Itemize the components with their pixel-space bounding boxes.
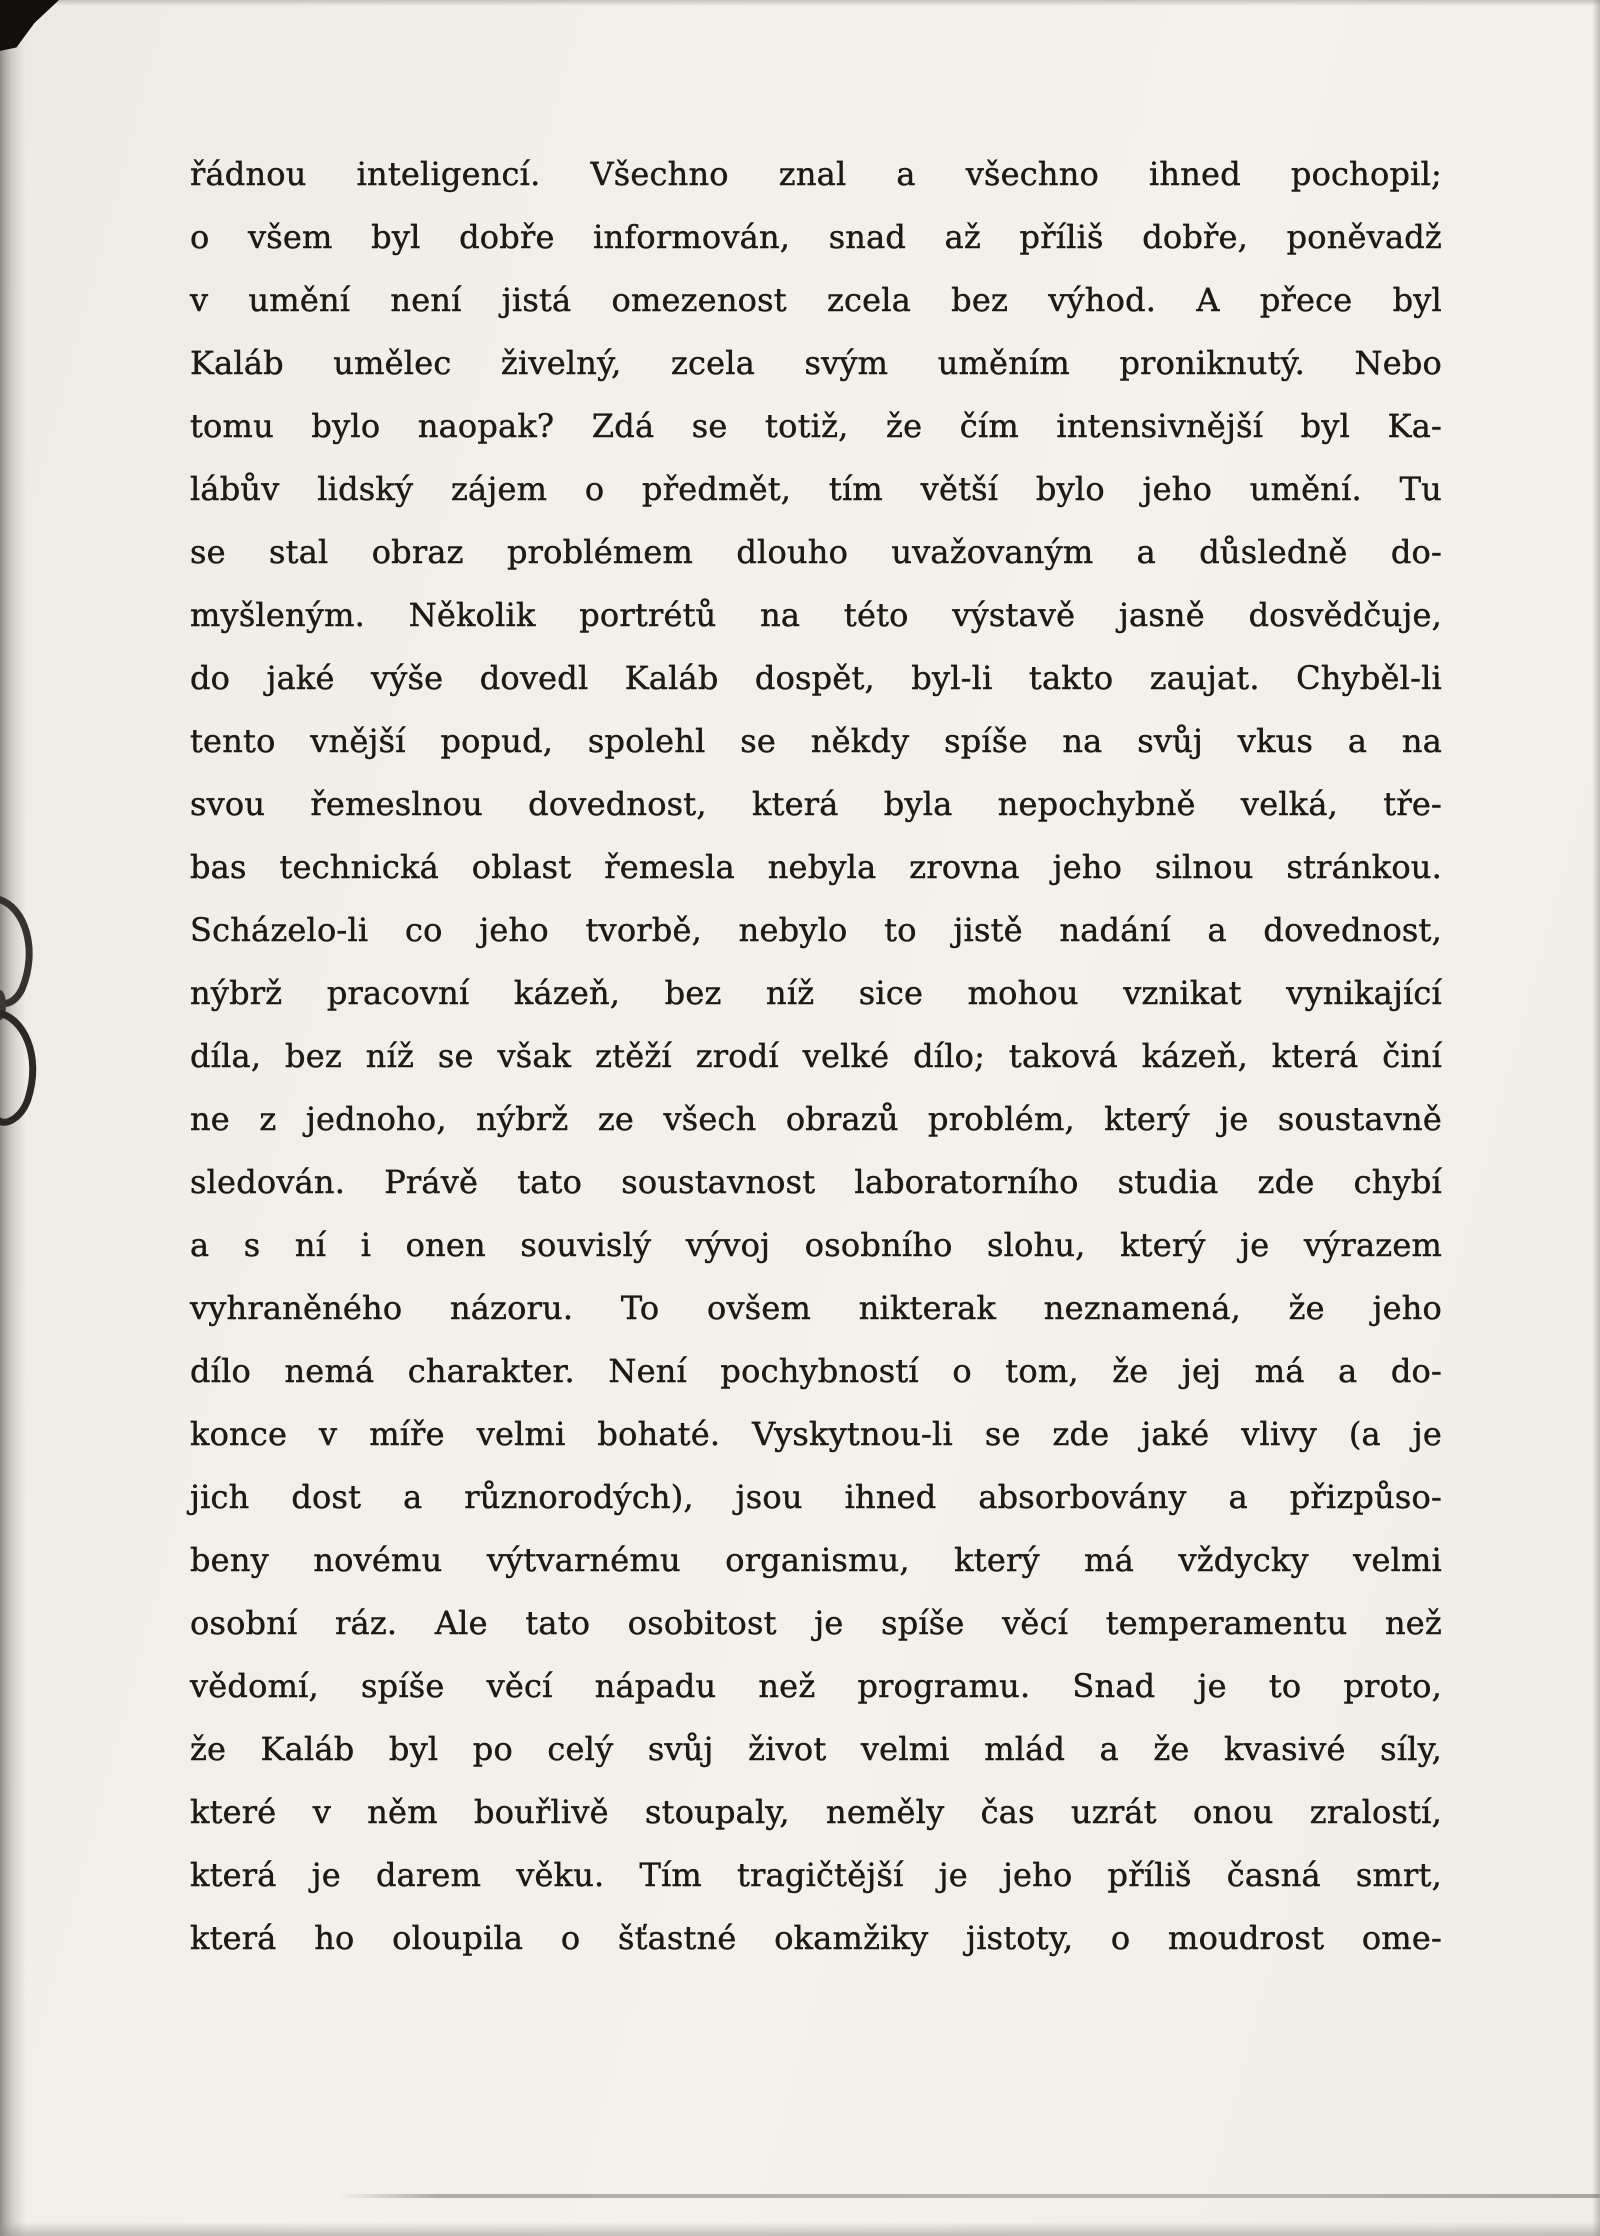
text-line: sledován. Právě tato soustavnost laboratorního studia zde chybí (190, 1163, 1442, 1201)
text-line: která ho oloupila o šťastné okamžiky jistoty, o moudrost ome- (190, 1919, 1442, 1957)
scan-left-edge-shadow (0, 0, 26, 2236)
text-line: jich dost a různorodých), jsou ihned absorbovány a přizpůso- (190, 1478, 1442, 1516)
scan-bottom-edge-shadow (0, 2222, 1600, 2236)
text-line: se stal obraz problémem dlouho uvažovaným a důsledně do- (190, 533, 1442, 571)
text-line: že Kaláb byl po celý svůj život velmi mlád a že kvasivé síly, (190, 1730, 1442, 1768)
page-text (190, 143, 1442, 1970)
scan-right-edge-shadow (1592, 0, 1600, 2236)
text-line: svou řemeslnou dovednost, která byla nepochybně velká, tře- (190, 785, 1442, 823)
text-line: díla, bez níž se však ztěží zrodí velké dílo; taková kázeň, která činí (190, 1037, 1442, 1075)
text-line: lábův lidský zájem o předmět, tím větší bylo jeho umění. Tu (190, 470, 1442, 508)
text-line: v umění není jistá omezenost zcela bez výhod. A přece byl (190, 281, 1442, 319)
scan-bottom-smudge (338, 2194, 1600, 2198)
text-line: o všem byl dobře informován, snad až příliš dobře, poněvadž (190, 218, 1442, 256)
text-line: vědomí, spíše věcí nápadu než programu. Snad je to proto, (190, 1667, 1442, 1705)
text-line: která je darem věku. Tím tragičtější je jeho příliš časná smrt, (190, 1856, 1442, 1894)
text-line: nýbrž pracovní kázeň, bez níž sice mohou vznikat vynikající (190, 974, 1442, 1012)
text-line: dílo nemá charakter. Není pochybností o tom, že jej má a do- (190, 1352, 1442, 1390)
text-line: myšleným. Několik portrétů na této výstavě jasně dosvědčuje, (190, 596, 1442, 634)
text-line: řádnou inteligencí. Všechno znal a všechno ihned pochopil; (190, 155, 1442, 193)
binding-staple-icon (0, 893, 50, 1131)
text-line: bas technická oblast řemesla nebyla zrovna jeho silnou stránkou. (190, 848, 1442, 886)
text-line: beny novému výtvarnému organismu, který má vždycky velmi (190, 1541, 1442, 1579)
scan-top-edge-shadow (0, 0, 1600, 6)
text-line: vyhraněného názoru. To ovšem nikterak neznamená, že jeho (190, 1289, 1442, 1327)
text-line: které v něm bouřlivě stoupaly, neměly čas uzrát onou zralostí, (190, 1793, 1442, 1831)
text-line: tomu bylo naopak? Zdá se totiž, že čím intensivnější byl Ka- (190, 407, 1442, 445)
text-line: Kaláb umělec živelný, zcela svým uměním proniknutý. Nebo (190, 344, 1442, 382)
text-line: ne z jednoho, nýbrž ze všech obrazů problém, který je soustavně (190, 1100, 1442, 1138)
scan-corner-mark (0, 0, 82, 82)
text-line: konce v míře velmi bohaté. Vyskytnou-li se zde jaké vlivy (a je (190, 1415, 1442, 1453)
text-line: osobní ráz. Ale tato osobitost je spíše věcí temperamentu než (190, 1604, 1442, 1642)
text-line: tento vnější popud, spolehl se někdy spíše na svůj vkus a na (190, 722, 1442, 760)
text-line: do jaké výše dovedl Kaláb dospět, byl-li takto zaujat. Chyběl-li (190, 659, 1442, 697)
text-line: Scházelo-li co jeho tvorbě, nebylo to jistě nadání a dovednost, (190, 911, 1442, 949)
text-line: a s ní i onen souvislý vývoj osobního slohu, který je výrazem (190, 1226, 1442, 1264)
